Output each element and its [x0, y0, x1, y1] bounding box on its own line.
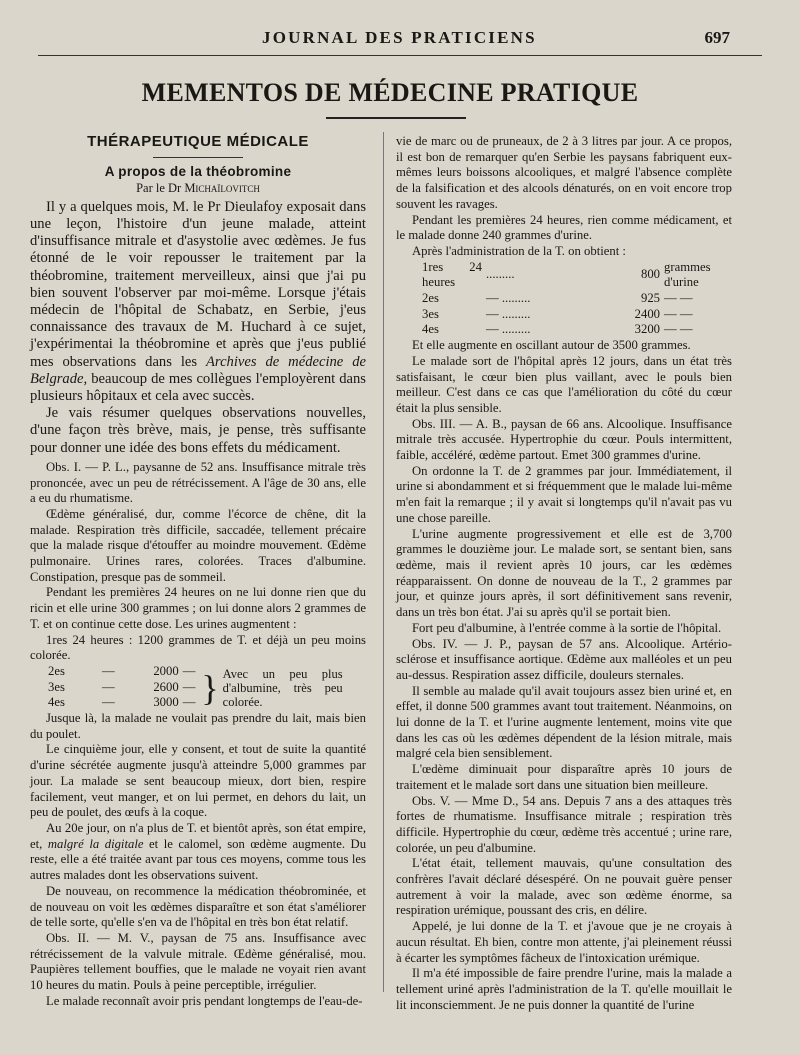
obs5-paragraph-4: Il m'a été impossible de faire prendre l'urine, mais la malade a tellement uriné après l'administration de la T. qu'elle mouillait le lit inconsciemment. Je ne puis donner la quantité de l'urine	[396, 966, 732, 1012]
obs2-paragraph-4: Après l'administration de la T. on obtient :	[412, 243, 626, 258]
table-cell: 1res 24 heures	[422, 259, 482, 290]
table-cell: —	[102, 695, 115, 710]
article-title: A propos de la théobromine	[104, 163, 292, 179]
column-divider	[383, 132, 384, 992]
rubric-rule	[153, 157, 243, 158]
obs4-paragraph-1: Obs. IV. — J. P., paysan de 57 ans. Alcoolique. Artério-sclérose et insuffisance aortique. Œdème aux malléoles et un peu au-dessus. Respiration assez difficile, douleurs sternales.	[396, 636, 732, 682]
intro-paragraph-1	[30, 199, 366, 405]
table-cell: 4es	[422, 322, 439, 337]
urine-table-2	[420, 260, 713, 339]
table-cell: — .........	[486, 291, 531, 306]
intro-text-end: beaucoup de mes collègues l'employèrent dans plusieurs hôpitaux et cela avec succès.	[30, 370, 366, 405]
table-cell: 3es	[48, 679, 65, 694]
obs4-paragraph-3: L'œdème diminuait pour disparaître après 10 jours de traitement et le malade sort dans une situation bien meilleure.	[396, 762, 732, 792]
journal-reference: Archives de médecine de Belgrade,	[30, 353, 366, 387]
rubric-heading: THÉRAPEUTIQUE MÉDICALE	[87, 133, 309, 150]
intro-text: Il y a quelques mois, M. le Pr Dieulafoy exposait dans une leçon, l'histoire d'un jeune malade, atteint d'insuffisance mitrale et d'asystolie avec œdèmes. Je fus étonné de le voir repousser le traitement par la théobromine, traitement merveilleux, ainsi que j'ai pu bien souvent l'observer par moi-même. Lorsque j'étais médecin de l'hôpital de Schabatz, en Serbie, j'eus connaissance des travaux de M. Huchard à ce sujet, j'expérimentai la théobromine et après que j'eus publié mes observations dans les	[30, 198, 366, 370]
table-cell: 2000	[153, 663, 179, 678]
table-cell: — —	[664, 306, 693, 321]
table-row	[420, 322, 713, 338]
table-cell: 4es	[48, 695, 65, 710]
table-cell: grammes d'urine	[664, 259, 711, 290]
table-row	[46, 695, 197, 711]
obs1-paragraph-1: Obs. I. — P. L., paysanne de 52 ans. Insuffisance mitrale très prononcée, avec un peu de rétrécissement. A l'âge de 30 ans, elle a eu du rhumatisme.	[30, 459, 366, 506]
urine-table-1-rows	[46, 664, 197, 711]
table-row	[420, 307, 713, 323]
table-row	[420, 291, 713, 307]
obs2-paragraph-6: Le malade sort de l'hôpital après 12 jours, dans un état très satisfaisant, le cœur bien plus vaillant, avec le pouls bien meilleur. C'est dans ce cas que l'amélioration du côté du cœur était la plus sensible.	[396, 353, 732, 415]
table-cell: — —	[664, 322, 693, 337]
brace: }	[201, 667, 219, 708]
obs4-paragraph-2: Il semble au malade qu'il avait toujours assez bien uriné et, en effet, il donne 500 grammes avant tout traitement. Néanmoins, on lui donne de la T. et l'urine augmente lentement, moins vite que dans les cas où les œdèmes dépendent de la lésion mitrale, mais malgré cela bien sensiblement.	[396, 683, 732, 761]
table-cell: —	[182, 679, 196, 694]
obs1-p6-end: et le calomel, son œdème augmente. Du reste, elle a été traitée avant par tous ces moyens, comme tous les autres malades dont les observations suivent.	[30, 836, 367, 883]
obs5-paragraph-1: Obs. V. — Mme D., 54 ans. Depuis 7 ans a des attaques très fortes de rhumatisme. Insuffisance mitrale ; respiration très difficile. Hypertrophie du cœur, œdème très accentué ; urine rare, colorée, un peu d'albumine.	[396, 793, 732, 855]
table-cell: 2es	[48, 663, 65, 678]
obs2-paragraph-1: Obs. II. — M. V., paysan de 75 ans. Insuffisance avec rétrécissement de la valvule mitrale. Œdème généralisé, mou. Paupières tellement bouffies, que le malade ne voyait rien avant 10 heures du matin. Pouls à peine perceptible, irrégulier.	[30, 930, 366, 993]
table-cell: 2600	[153, 679, 179, 694]
table-cell: —	[102, 679, 115, 694]
table-row	[420, 260, 713, 291]
left-column	[30, 134, 366, 1009]
obs1-paragraph-4: Jusque là, la malade ne voulait pas prendre du lait, mais bien du poulet.	[30, 711, 366, 741]
obs2-paragraph-3: Pendant les premières 24 heures, rien comme médicament, et le malade donne 240 grammes d'urine.	[396, 212, 732, 243]
obs1-paragraph-6	[30, 821, 366, 884]
table-cell: — —	[664, 291, 693, 306]
table-cell: 2es	[422, 291, 439, 306]
table-cell: 800	[640, 267, 660, 282]
table-cell: 3200	[634, 322, 660, 337]
table-cell: 925	[640, 291, 660, 306]
table-cell: 2400	[634, 306, 660, 321]
table-cell: .........	[486, 267, 515, 282]
table-row	[46, 680, 197, 696]
right-column	[396, 134, 732, 1013]
table-cell: —	[102, 663, 115, 678]
running-head	[0, 28, 800, 50]
obs1-p6-start: Au 20e jour, on n'a plus de T. et bientôt après, son état empire, et,	[30, 821, 366, 851]
byline	[30, 180, 366, 197]
table-cell: 3000	[153, 695, 179, 710]
obs1-paragraph-7: De nouveau, on recommence la médication théobrominée, et de nouveau on voit les œdèmes disparaître et son état s'améliorer de telle sorte, qu'elle s'en va de l'hôpital en très bon état relatif.	[30, 883, 366, 930]
urine-table-1	[30, 664, 366, 711]
obs1-paragraph-2: Œdème généralisé, dur, comme l'écorce de chêne, dit la malade. Respiration très difficile, saccadée, tellement précaire que la malade risque d'étouffer au moindre mouvement. Œdème pulmonaire. Urines rares, colorées. Traces d'albumine. Constipation, presque pas de sommeil.	[30, 506, 366, 584]
byline-prefix: Par le Dr	[136, 181, 182, 196]
header-rule	[38, 55, 762, 56]
obs3-paragraph-3: L'urine augmente progressivement et elle est de 3,700 grammes le douzième jour. Le malade sort, se sentant bien, sans œdème, mais il revient après 10 jours, car les œdèmes réapparaissent. On donne de nouveau de la T., 2 grammes par jour, et quinze jours après, il sort définitivement sans revenir, dans un très bon état. J'ai su après qu'il se portait bien.	[396, 526, 732, 620]
table-cell: —	[182, 663, 196, 678]
obs1-p6-italic: malgré la digitale	[47, 836, 144, 851]
urine-table-1-first-row: 1res 24 heures : 1200 grammes de T. et déjà un peu moins colorée.	[30, 632, 366, 663]
journal-title: JOURNAL DES PRATICIENS	[262, 28, 537, 47]
obs3-paragraph-4: Fort peu d'albumine, à l'entrée comme à la sortie de l'hôpital.	[412, 620, 722, 635]
obs5-paragraph-3: Appelé, je lui donne de la T. et j'avoue que je ne croyais à aucun résultat. Eh bien, contre mon attente, j'ai pleinement réussi à écarter les symptômes fâcheux de l'intoxication urémique.	[396, 919, 732, 965]
obs2-paragraph-2: Le malade reconnaît avoir pris pendant longtemps de l'eau-de-	[46, 993, 363, 1008]
table-1-note: Avec un peu plus d'albumine, très peu colorée.	[222, 666, 343, 709]
intro-paragraph-2: Je vais résumer quelques observations nouvelles, d'une façon très brève, mais, je pense, très suffisante pour donner une idée des bons effets du médicament.	[30, 405, 366, 456]
table-cell: — .........	[486, 322, 531, 337]
obs3-paragraph-2: On ordonne la T. de 2 grammes par jour. Immédiatement, il urine si abondamment et si fréquemment que le malade lui-même m'en fait la remarque ; il y avait si longtemps qu'il n'avait pas vu une chose pareille.	[396, 463, 732, 525]
page-number: 697	[704, 28, 730, 47]
byline-author: Michaïlovitch	[184, 181, 260, 196]
obs3-paragraph-1: Obs. III. — A. B., paysan de 66 ans. Alcoolique. Insuffisance mitrale très accusée. Hypertrophie du cœur. Pouls intermittent, faible, accéléré, œdème partout. Emet 300 grammes d'urine.	[396, 416, 732, 463]
continued-paragraph: vie de marc ou de pruneaux, de 2 à 3 litres par jour. A ce propos, il est bon de remarquer qu'en Serbie les paysans fabriquent eux-mêmes leurs boissons alcooliques, et malgré l'absence complète de la falsification et des alcools dénaturés, on en voit encore trop souvent les ravages.	[396, 134, 732, 211]
obs2-paragraph-5: Et elle augmente en oscillant autour de 3500 grammes.	[412, 338, 691, 353]
table-cell: — .........	[486, 306, 531, 321]
section-title: MEMENTOS DE MÉDECINE PRATIQUE	[141, 78, 639, 107]
table-cell: —	[182, 695, 196, 710]
section-rule	[326, 117, 466, 119]
obs5-paragraph-2: L'état était, tellement mauvais, qu'une consultation des confrères l'avait déclaré désespéré. On ne pouvait guère penser autrement à voir la malade, avec son œdème énorme, sa respiration urémique, poussant des cris, en délire.	[396, 856, 732, 918]
obs1-paragraph-5: Le cinquième jour, elle y consent, et tout de suite la quantité d'urine sécrétée augmente jusqu'à atteindre 5,000 grammes par jour. La malade se sent beaucoup mieux, dort bien, respire facilement, veut manger, et on lui permet, en dehors du lait, un peu de poulet, des œufs à la coque.	[30, 742, 366, 820]
table-cell: 3es	[422, 306, 439, 321]
obs1-paragraph-3: Pendant les premières 24 heures on ne lui donne rien que du ricin et elle urine 300 grammes ; on lui donne alors 2 grammes de T. et on continue cette dose. Les urines augmentent :	[30, 585, 366, 631]
table-row	[46, 664, 197, 680]
